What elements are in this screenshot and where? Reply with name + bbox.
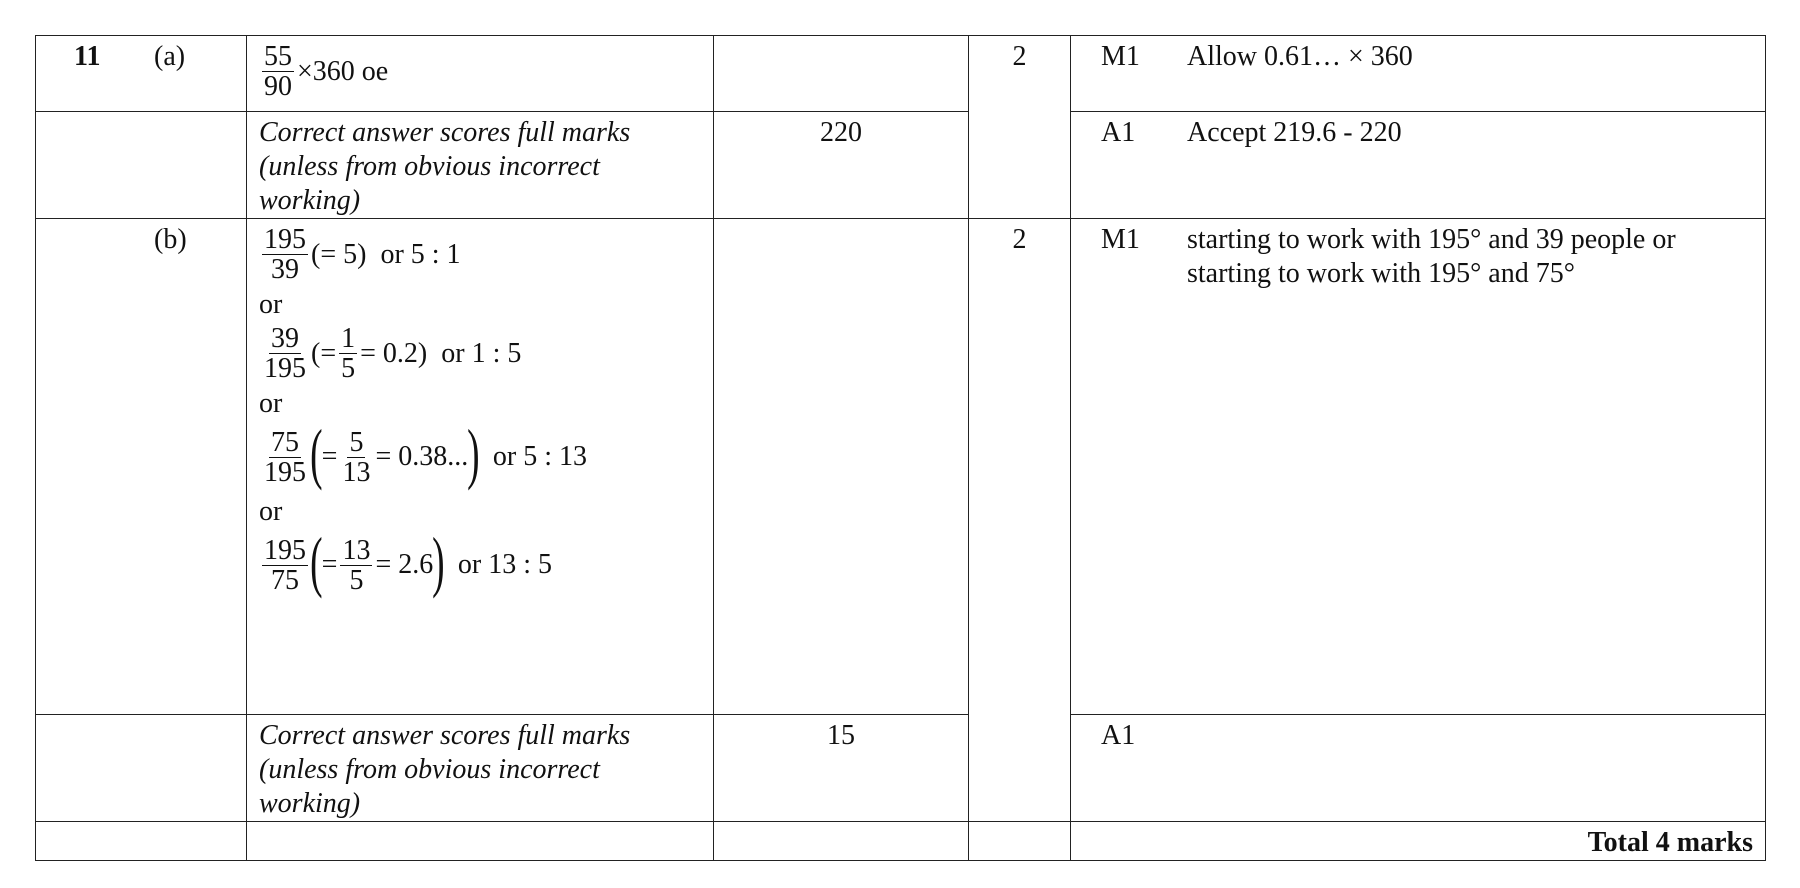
notes-cell <box>1071 715 1766 822</box>
denominator: 90 <box>264 71 292 102</box>
table-row <box>36 219 1766 715</box>
mark-scheme-sheet <box>35 35 1765 858</box>
right-paren: ) <box>432 523 445 599</box>
working-line-3 <box>259 415 701 491</box>
fraction <box>262 42 294 101</box>
mark-code: M1 <box>1101 224 1140 255</box>
fraction <box>262 536 308 595</box>
answer-cell: 15 <box>714 715 969 822</box>
denominator: 195 <box>264 456 306 488</box>
working-cell <box>247 219 714 715</box>
right-paren: ) <box>467 415 480 491</box>
mark-scheme-table <box>35 35 1766 861</box>
question-part-b: (b) <box>154 224 187 255</box>
table-row <box>36 112 1766 219</box>
question-number: 11 <box>74 41 101 72</box>
expression-text: (= <box>311 337 337 369</box>
expression-text: or 13 : 5 <box>443 549 553 580</box>
expression-text: or 5 : 13 <box>478 441 588 472</box>
fraction <box>262 225 308 284</box>
numerator: 195 <box>264 224 306 255</box>
total-row <box>36 822 1766 861</box>
notes-cell <box>1071 112 1766 219</box>
fraction <box>339 324 357 383</box>
or-text: or <box>259 388 283 419</box>
empty-cell <box>969 822 1071 861</box>
expression-text: = 0.2) or 1 : 5 <box>360 337 522 369</box>
mark-total-cell: 2 <box>969 219 1071 822</box>
denominator: 39 <box>271 254 299 285</box>
numerator: 195 <box>264 534 306 566</box>
denominator: 13 <box>342 456 371 488</box>
mark-note: starting to work with 195° and 39 people or starting to work with 195° and 75° <box>1187 224 1676 289</box>
numerator: 75 <box>271 426 299 458</box>
empty-cell <box>247 822 714 861</box>
working-cell: Correct answer scores full marks (unless from obvious incorrect working) <box>247 112 714 219</box>
expression-text: = 2.6 <box>375 549 434 580</box>
numerator: 1 <box>341 323 356 354</box>
or-text: or <box>259 496 283 527</box>
denominator: 5 <box>341 353 356 384</box>
question-cell <box>36 219 247 715</box>
answer-cell <box>714 219 969 715</box>
fraction <box>340 536 372 595</box>
question-cell <box>36 36 247 112</box>
left-paren: ( <box>310 523 323 599</box>
question-part-a: (a) <box>154 41 186 72</box>
working-cell: Correct answer scores full marks (unless from obvious incorrect working) <box>247 715 714 822</box>
table-row <box>36 715 1766 822</box>
empty-cell <box>36 822 247 861</box>
working-line-1 <box>259 225 701 284</box>
total-marks: Total 4 marks <box>1071 822 1766 861</box>
fraction <box>262 428 308 487</box>
numerator: 55 <box>264 41 292 72</box>
expression-text: = <box>321 441 338 472</box>
numerator: 13 <box>342 534 371 566</box>
mark-code: A1 <box>1101 117 1136 148</box>
numerator: 5 <box>349 426 364 458</box>
denominator: 195 <box>264 353 306 384</box>
notes-cell <box>1071 36 1766 112</box>
working-line-2 <box>259 324 701 383</box>
denominator: 75 <box>271 564 299 596</box>
denominator: 5 <box>349 564 364 596</box>
expression-text: = 0.38... <box>375 441 469 472</box>
empty-cell <box>714 822 969 861</box>
mark-note: Accept 219.6 - 220 <box>1187 117 1402 148</box>
or-text: or <box>259 289 283 320</box>
expression-text: = <box>321 549 338 580</box>
expression-text: ×360 oe <box>297 55 389 87</box>
mark-code: M1 <box>1101 41 1140 72</box>
answer-cell <box>714 36 969 112</box>
working-cell <box>247 36 714 112</box>
working-line-4 <box>259 523 701 599</box>
mark-code: A1 <box>1101 720 1136 751</box>
answer-cell: 220 <box>714 112 969 219</box>
fraction <box>340 428 372 487</box>
mark-total-cell: 2 <box>969 36 1071 219</box>
fraction <box>262 324 308 383</box>
left-paren: ( <box>310 415 323 491</box>
numerator: 39 <box>271 323 299 354</box>
expression-text: (= 5) or 5 : 1 <box>311 238 461 270</box>
notes-cell <box>1071 219 1766 715</box>
working-expression <box>259 42 701 101</box>
table-row <box>36 36 1766 112</box>
question-cell <box>36 112 247 219</box>
question-cell <box>36 715 247 822</box>
mark-note: Allow 0.61… × 360 <box>1187 41 1413 72</box>
